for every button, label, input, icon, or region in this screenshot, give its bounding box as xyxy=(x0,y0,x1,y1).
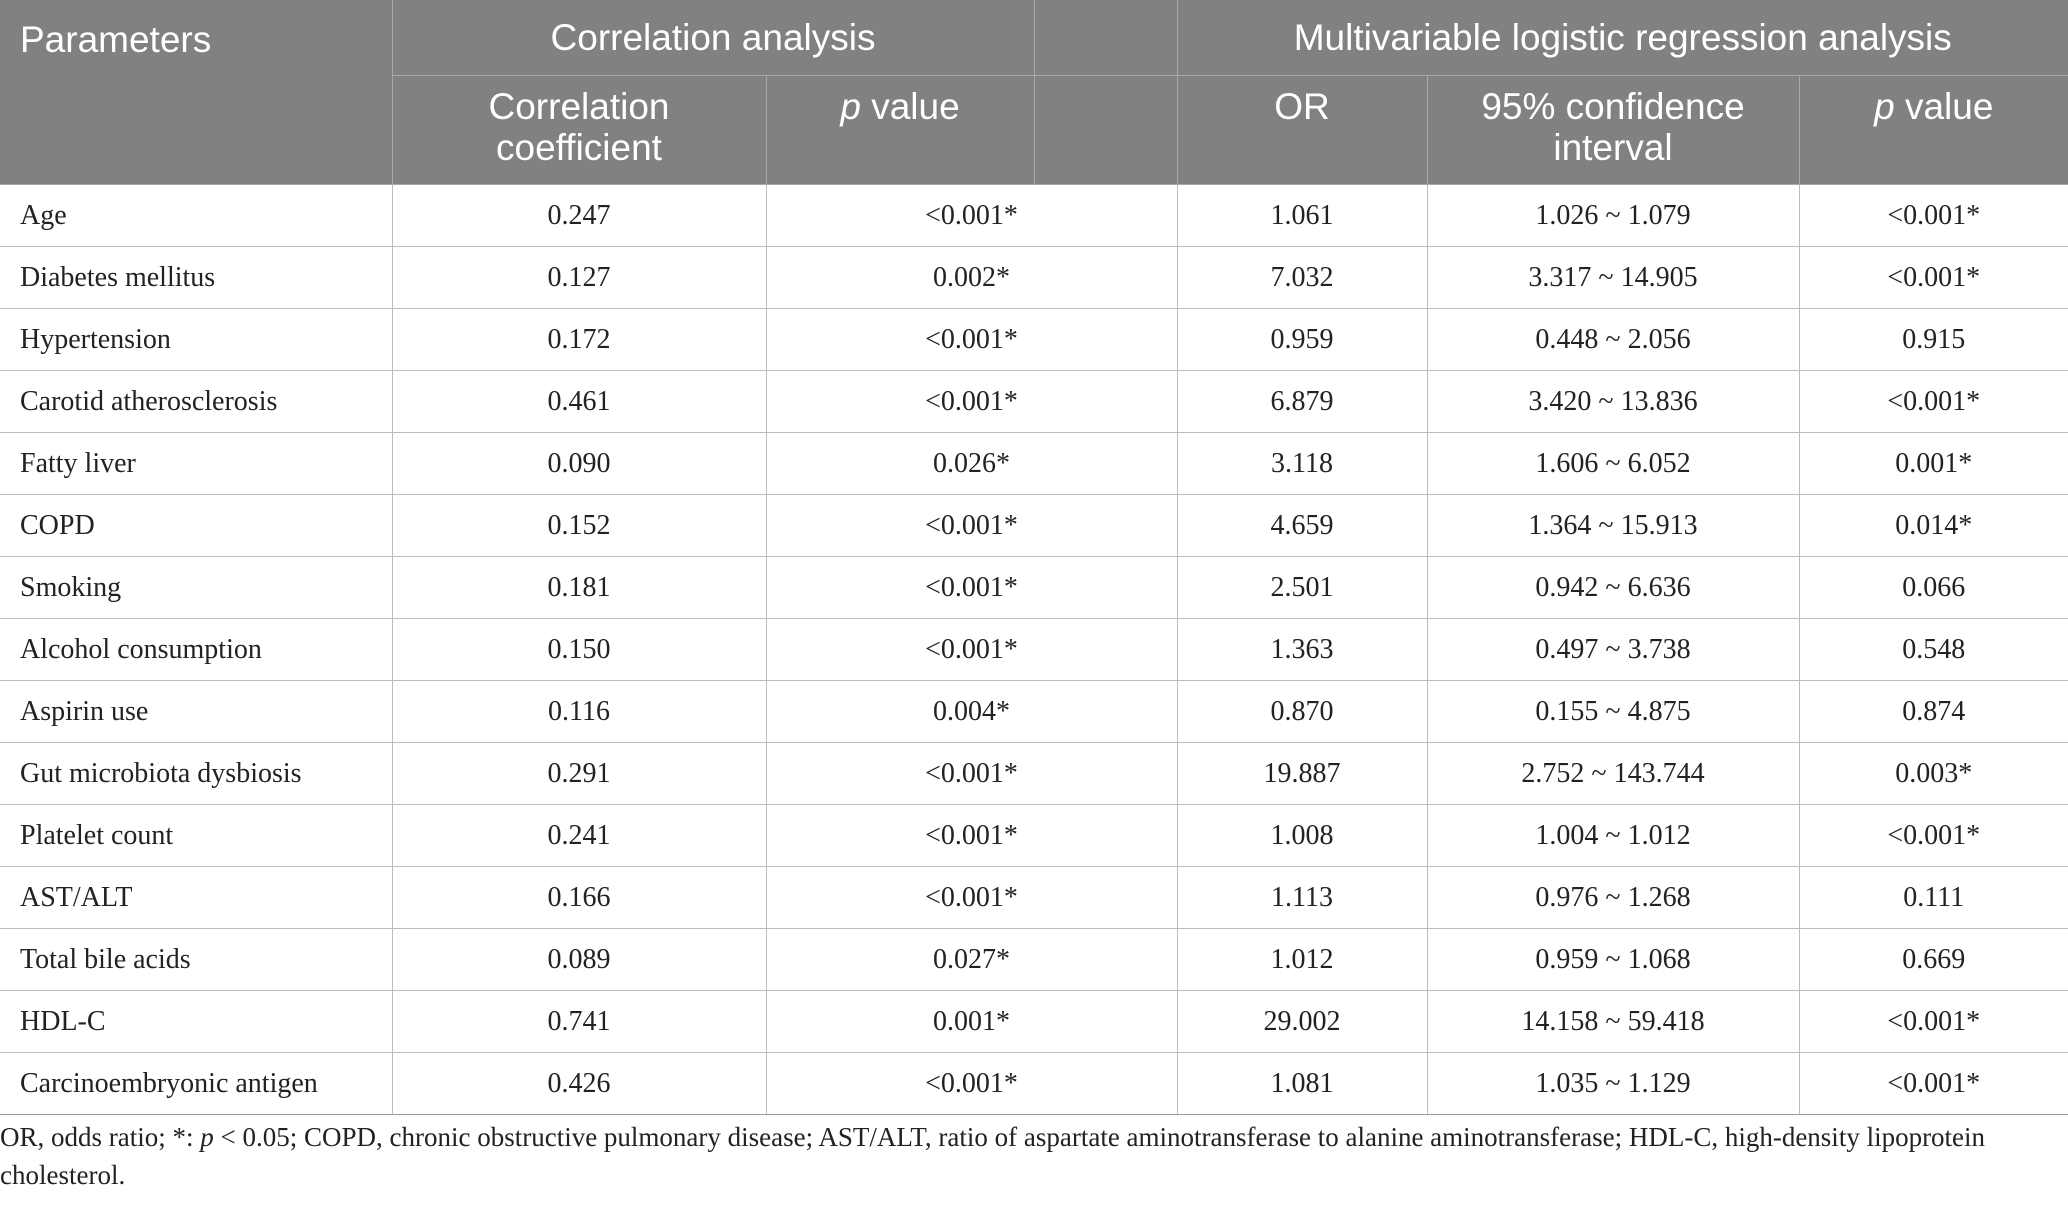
cell-correlation-p-value: <0.001* xyxy=(766,185,1177,247)
cell-regression-p-value: <0.001* xyxy=(1799,991,2068,1053)
cell-correlation-coefficient: 0.089 xyxy=(392,929,766,991)
header-reg-p-value xyxy=(1799,76,2068,185)
header-p-italic: p xyxy=(840,86,861,127)
cell-confidence-interval: 1.004 ~ 1.012 xyxy=(1427,805,1799,867)
table-row xyxy=(0,681,2068,743)
header-ci-line1: 95% confidence xyxy=(1481,86,1745,127)
cell-parameter: Diabetes mellitus xyxy=(0,247,392,309)
cell-parameter: Total bile acids xyxy=(0,929,392,991)
table-row xyxy=(0,495,2068,557)
cell-regression-p-value: <0.001* xyxy=(1799,247,2068,309)
cell-regression-p-value: 0.669 xyxy=(1799,929,2068,991)
cell-confidence-interval: 0.497 ~ 3.738 xyxy=(1427,619,1799,681)
footnote-part1: OR, odds ratio; *: xyxy=(0,1122,201,1152)
cell-confidence-interval: 0.448 ~ 2.056 xyxy=(1427,309,1799,371)
cell-correlation-p-value: 0.026* xyxy=(766,433,1177,495)
header-or: OR xyxy=(1177,76,1427,185)
cell-odds-ratio: 4.659 xyxy=(1177,495,1427,557)
table-row xyxy=(0,247,2068,309)
header-parameters: Parameters xyxy=(0,0,392,185)
cell-correlation-coefficient: 0.461 xyxy=(392,371,766,433)
cell-confidence-interval: 14.158 ~ 59.418 xyxy=(1427,991,1799,1053)
cell-odds-ratio: 1.363 xyxy=(1177,619,1427,681)
table-row xyxy=(0,805,2068,867)
cell-confidence-interval: 0.942 ~ 6.636 xyxy=(1427,557,1799,619)
cell-correlation-p-value: <0.001* xyxy=(766,743,1177,805)
cell-correlation-p-value: <0.001* xyxy=(766,805,1177,867)
cell-correlation-p-value: <0.001* xyxy=(766,309,1177,371)
cell-correlation-p-value: 0.002* xyxy=(766,247,1177,309)
cell-parameter: AST/ALT xyxy=(0,867,392,929)
header-confidence-interval xyxy=(1427,76,1799,185)
cell-parameter: Aspirin use xyxy=(0,681,392,743)
cell-confidence-interval: 3.317 ~ 14.905 xyxy=(1427,247,1799,309)
cell-parameter: HDL-C xyxy=(0,991,392,1053)
cell-correlation-coefficient: 0.152 xyxy=(392,495,766,557)
cell-confidence-interval: 2.752 ~ 143.744 xyxy=(1427,743,1799,805)
table-body xyxy=(0,185,2068,1115)
cell-confidence-interval: 1.606 ~ 6.052 xyxy=(1427,433,1799,495)
cell-parameter: Hypertension xyxy=(0,309,392,371)
cell-odds-ratio: 7.032 xyxy=(1177,247,1427,309)
cell-correlation-p-value: <0.001* xyxy=(766,495,1177,557)
cell-correlation-coefficient: 0.181 xyxy=(392,557,766,619)
cell-parameter: Carcinoembryonic antigen xyxy=(0,1053,392,1115)
cell-correlation-coefficient: 0.741 xyxy=(392,991,766,1053)
cell-correlation-p-value: 0.001* xyxy=(766,991,1177,1053)
cell-correlation-p-value: <0.001* xyxy=(766,557,1177,619)
cell-regression-p-value: 0.014* xyxy=(1799,495,2068,557)
table-row xyxy=(0,619,2068,681)
cell-correlation-coefficient: 0.116 xyxy=(392,681,766,743)
cell-odds-ratio: 19.887 xyxy=(1177,743,1427,805)
cell-confidence-interval: 0.959 ~ 1.068 xyxy=(1427,929,1799,991)
cell-confidence-interval: 1.035 ~ 1.129 xyxy=(1427,1053,1799,1115)
cell-parameter: Platelet count xyxy=(0,805,392,867)
cell-odds-ratio: 1.061 xyxy=(1177,185,1427,247)
cell-regression-p-value: 0.874 xyxy=(1799,681,2068,743)
table-row xyxy=(0,929,2068,991)
cell-odds-ratio: 1.081 xyxy=(1177,1053,1427,1115)
cell-correlation-p-value: 0.004* xyxy=(766,681,1177,743)
header-corr-line2: coefficient xyxy=(496,127,662,168)
cell-regression-p-value: 0.111 xyxy=(1799,867,2068,929)
table-row xyxy=(0,185,2068,247)
footnote-p-italic: p xyxy=(200,1122,214,1152)
cell-regression-p-value: 0.548 xyxy=(1799,619,2068,681)
table-row xyxy=(0,371,2068,433)
cell-correlation-coefficient: 0.090 xyxy=(392,433,766,495)
cell-correlation-coefficient: 0.172 xyxy=(392,309,766,371)
header-regression-analysis: Multivariable logistic regression analysis xyxy=(1177,0,2068,76)
header-value-text-2: value xyxy=(1894,86,1994,127)
table-footnote xyxy=(0,1118,2040,1194)
table-row xyxy=(0,557,2068,619)
cell-regression-p-value: <0.001* xyxy=(1799,185,2068,247)
header-ci-line2: interval xyxy=(1553,127,1673,168)
table-row xyxy=(0,743,2068,805)
table-header xyxy=(0,0,2068,185)
cell-odds-ratio: 0.870 xyxy=(1177,681,1427,743)
cell-correlation-p-value: <0.001* xyxy=(766,1053,1177,1115)
table-row xyxy=(0,867,2068,929)
cell-odds-ratio: 6.879 xyxy=(1177,371,1427,433)
cell-regression-p-value: 0.001* xyxy=(1799,433,2068,495)
header-corr-p-value xyxy=(766,76,1034,185)
footnote-part2: < 0.05; COPD, chronic obstructive pulmonary disease; AST/ALT, ratio of aspartate aminotransferase to alanine aminotransferase; HDL-C, high-density lipoprotein cholesterol. xyxy=(0,1122,1986,1190)
cell-regression-p-value: <0.001* xyxy=(1799,1053,2068,1115)
cell-regression-p-value: <0.001* xyxy=(1799,805,2068,867)
cell-correlation-p-value: <0.001* xyxy=(766,371,1177,433)
cell-confidence-interval: 1.364 ~ 15.913 xyxy=(1427,495,1799,557)
cell-parameter: Carotid atherosclerosis xyxy=(0,371,392,433)
cell-confidence-interval: 3.420 ~ 13.836 xyxy=(1427,371,1799,433)
cell-parameter: Alcohol consumption xyxy=(0,619,392,681)
header-correlation-analysis: Correlation analysis xyxy=(392,0,1034,76)
header-spacer-2 xyxy=(1034,76,1177,185)
table-row xyxy=(0,1053,2068,1115)
cell-parameter: Age xyxy=(0,185,392,247)
cell-odds-ratio: 1.113 xyxy=(1177,867,1427,929)
cell-odds-ratio: 29.002 xyxy=(1177,991,1427,1053)
cell-correlation-p-value: 0.027* xyxy=(766,929,1177,991)
cell-confidence-interval: 1.026 ~ 1.079 xyxy=(1427,185,1799,247)
cell-odds-ratio: 1.008 xyxy=(1177,805,1427,867)
cell-correlation-coefficient: 0.247 xyxy=(392,185,766,247)
cell-regression-p-value: 0.915 xyxy=(1799,309,2068,371)
cell-correlation-p-value: <0.001* xyxy=(766,867,1177,929)
cell-parameter: Smoking xyxy=(0,557,392,619)
cell-odds-ratio: 1.012 xyxy=(1177,929,1427,991)
cell-correlation-coefficient: 0.150 xyxy=(392,619,766,681)
cell-parameter: COPD xyxy=(0,495,392,557)
cell-correlation-coefficient: 0.127 xyxy=(392,247,766,309)
table-row xyxy=(0,433,2068,495)
table-row xyxy=(0,309,2068,371)
cell-odds-ratio: 2.501 xyxy=(1177,557,1427,619)
header-spacer xyxy=(1034,0,1177,76)
cell-parameter: Gut microbiota dysbiosis xyxy=(0,743,392,805)
header-p-italic-2: p xyxy=(1874,86,1895,127)
table-row xyxy=(0,991,2068,1053)
cell-regression-p-value: 0.066 xyxy=(1799,557,2068,619)
cell-regression-p-value: <0.001* xyxy=(1799,371,2068,433)
cell-confidence-interval: 0.976 ~ 1.268 xyxy=(1427,867,1799,929)
cell-correlation-coefficient: 0.291 xyxy=(392,743,766,805)
header-corr-line1: Correlation xyxy=(488,86,670,127)
cell-correlation-coefficient: 0.166 xyxy=(392,867,766,929)
header-value-text: value xyxy=(860,86,960,127)
cell-parameter: Fatty liver xyxy=(0,433,392,495)
cell-correlation-coefficient: 0.426 xyxy=(392,1053,766,1115)
header-correlation-coefficient xyxy=(392,76,766,185)
cell-odds-ratio: 3.118 xyxy=(1177,433,1427,495)
cell-correlation-coefficient: 0.241 xyxy=(392,805,766,867)
cell-odds-ratio: 0.959 xyxy=(1177,309,1427,371)
cell-regression-p-value: 0.003* xyxy=(1799,743,2068,805)
cell-confidence-interval: 0.155 ~ 4.875 xyxy=(1427,681,1799,743)
cell-correlation-p-value: <0.001* xyxy=(766,619,1177,681)
